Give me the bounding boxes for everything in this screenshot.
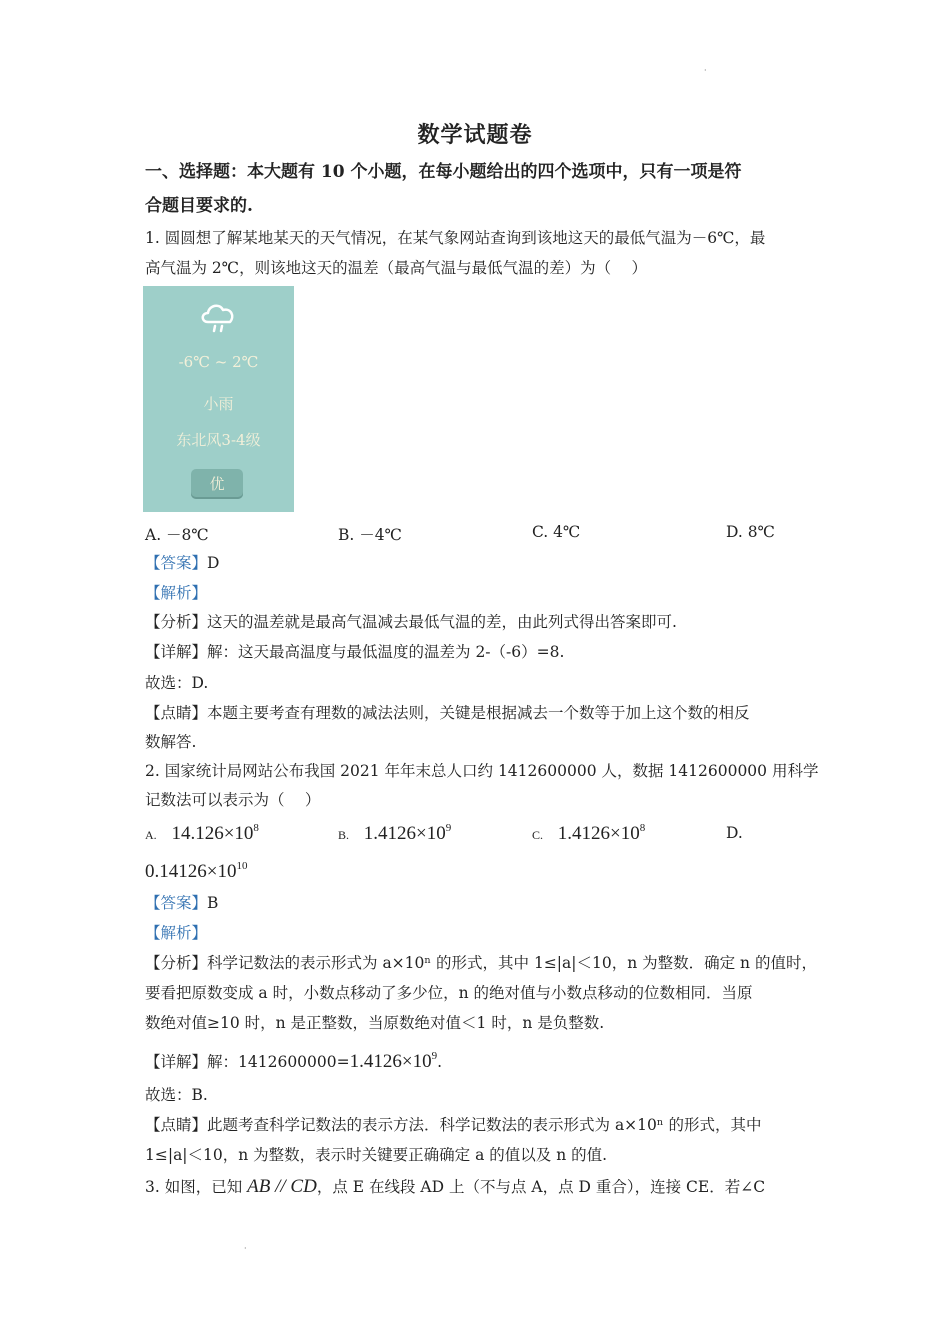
q2-fenxi-line3: 数绝对值≥10 时，n 是正整数，当原数绝对值＜1 时，n 是负整数. <box>145 1014 605 1032</box>
q2-option-a: A. $14.126\times 10^8$ <box>145 822 259 844</box>
weather-wind: 东北风3-4级 <box>176 431 261 449</box>
weather-condition: 小雨 <box>203 395 234 413</box>
air-quality-badge: 优 <box>191 469 243 499</box>
q2-option-d-letter: D. <box>726 824 743 842</box>
q2-xiangjie: 【详解】解：$1412600000=1.4126\times 10^9$. <box>145 1050 443 1072</box>
q1-option-d: D. 8℃ <box>726 523 775 541</box>
q3-stem-line1: 3. 如图，已知 AB // CD，点 E 在线段 AD 上（不与点 A，点 D 重合），连接 CE．若∠C <box>145 1176 766 1197</box>
q1-dianjing-line2: 数解答. <box>145 733 197 751</box>
q2-stem-line2: 记数法可以表示为（ ） <box>145 791 321 809</box>
page-title: 数学试题卷 <box>417 122 533 148</box>
q1-guxuan: 故选：D. <box>145 674 209 692</box>
q2-answer: 【答案】B <box>145 894 219 912</box>
weather-temp-range: -6℃ ~ 2℃ <box>178 353 259 371</box>
q1-option-a: A. －8℃ <box>145 526 209 544</box>
q2-option-d-value: $0.14126\times 10^{10}$ <box>145 860 248 882</box>
section-heading-line1: 一、选择题：本大题有 10 个小题，在每小题给出的四个选项中，只有一项是符 <box>145 162 742 182</box>
q1-stem-line2: 高气温为 2℃，则该地这天的温差（最高气温与最低气温的差）为（ ） <box>145 259 648 277</box>
q1-option-c: C. 4℃ <box>532 523 581 541</box>
q1-dianjing-line1: 【点睛】本题主要考查有理数的减法法则，关键是根据减去一个数等于加上这个数的相反 <box>145 704 750 722</box>
q1-fenxi: 【分析】这天的温差就是最高气温减去最低气温的差，由此列式得出答案即可. <box>145 613 677 631</box>
cloud-rain-icon <box>198 300 240 334</box>
q2-dianjing-line2: 1≤|a|＜10，n 为整数，表示时关键要正确确定 a 的值以及 n 的值. <box>145 1146 608 1164</box>
decorative-dot: · <box>704 66 707 75</box>
q2-dianjing-line1: 【点睛】此题考查科学记数法的表示方法．科学记数法的表示形式为 a×10ⁿ 的形式，其中 <box>145 1116 762 1134</box>
section-heading-line2: 合题目要求的. <box>145 196 253 216</box>
q1-answer: 【答案】D <box>145 554 220 572</box>
q1-xiangjie: 【详解】解：这天最高温度与最低温度的温差为 2-（-6）=8. <box>145 643 565 661</box>
q2-fenxi-line2: 要看把原数变成 a 时，小数点移动了多少位，n 的绝对值与小数点移动的位数相同．当原 <box>145 984 753 1002</box>
q1-option-b: B. －4℃ <box>338 526 402 544</box>
q1-analysis-tag: 【解析】 <box>145 584 208 602</box>
weather-card <box>143 286 294 512</box>
decorative-dot: · <box>244 1244 247 1253</box>
q2-option-c: C. $1.4126\times 10^8$ <box>532 822 646 844</box>
q2-stem-line1: 2. 国家统计局网站公布我国 2021 年年末总人口约 1412600000 人，数据 1412600000 用科学 <box>145 762 819 780</box>
q2-fenxi-line1: 【分析】科学记数法的表示形式为 a×10ⁿ 的形式，其中 1≤|a|＜10，n 为整数．确定 n 的值时， <box>145 954 817 972</box>
q2-analysis-tag: 【解析】 <box>145 924 208 942</box>
q1-stem-line1: 1. 圆圆想了解某地某天的天气情况，在某气象网站查询到该地这天的最低气温为－6℃，最 <box>145 229 766 247</box>
q2-guxuan: 故选：B. <box>145 1086 208 1104</box>
q2-option-b: B. $1.4126\times 10^9$ <box>338 822 452 844</box>
